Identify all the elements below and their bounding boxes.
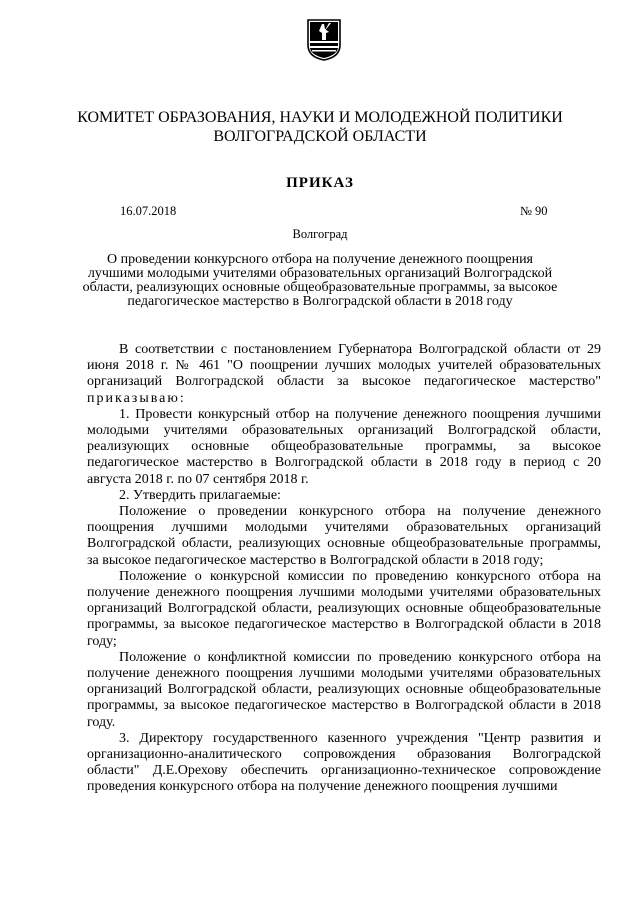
document-type: ПРИКАЗ — [286, 175, 354, 191]
paragraph-regulation-2: Положение о конкурсной комиссии по проведению конкурсного отбора на получение денежного поощрения лучшими молодыми учителями образовательных организаций Волгоградской области, реализующих основные общеобразовательные программы, за высокое педагогическое мастерство в Волгоградской области в 2018 году; — [87, 568, 601, 649]
org-line-2: ВОЛГОГРАДСКОЙ ОБЛАСТИ — [213, 128, 427, 145]
paragraph-regulation-1: Положение о проведении конкурсного отбора на получение денежного поощрения лучшими молодыми учителями образовательных организаций Волгоградской области, реализующих основные общеобразовательные программы, за высокое педагогическое мастерство в Волгоградской области в 2018 году; — [87, 504, 601, 568]
paragraph-regulation-3: Положение о конфликтной комиссии по проведению конкурсного отбора на получение денежного поощрения лучшими молодыми учителями образовательных организаций Волгоградской области, реализующих основные общеобразовательные программы, за высокое педагогическое мастерство в Волгоградской области в 2018 году. — [87, 649, 601, 730]
document-body — [87, 342, 601, 796]
order-keyword: приказываю: — [87, 390, 186, 406]
paragraph-preamble — [87, 342, 601, 407]
subject-line-4: педагогическое мастерство в Волгоградской области в 2018 году — [127, 294, 513, 309]
document-date: 16.07.2018 — [120, 204, 177, 218]
organization-name — [60, 108, 580, 146]
paragraph-item-3: 3. Директору государственного казенного учреждения "Центр развития и организационно-аналитического сопровождения образования Волгоградской области" Д.Е.Орехову обеспечить организационно-техническое сопровождение проведения конкурсного отбора на получение денежного поощрения лучшими — [87, 730, 601, 795]
subject-line-3: области, реализующих основные общеобразовательные программы, за высокое — [82, 280, 558, 295]
paragraph-item-1: 1. Провести конкурсный отбор на получение денежного поощрения лучшими молодыми учителями образовательных организаций Волгоградской области, реализующих основные общеобразовательные программы, за высокое педагогическое мастерство в Волгоградской области в 2018 году в период с 20 августа 2018 г. по 07 сентября 2018 г. — [87, 406, 601, 487]
document-subject — [80, 253, 560, 309]
preamble-text: В соответствии с постановлением Губернатора Волгоградской области от 29 июня 2018 г. № 461 "О поощрении лучших молодых учителей образовательных организаций Волгоградской области за высокое педагогическое мастерство" — [87, 342, 601, 390]
volgograd-coat-of-arms-icon — [307, 19, 341, 61]
document-city: Волгоград — [292, 227, 348, 241]
subject-line-2: лучшими молодыми учителями образовательных организаций Волгоградской — [87, 266, 553, 281]
document-number: № 90 — [520, 204, 548, 218]
subject-line-1: О проведении конкурсного отбора на получение денежного поощрения — [107, 252, 533, 267]
paragraph-item-2: 2. Утвердить прилагаемые: — [119, 487, 281, 503]
org-line-1: КОМИТЕТ ОБРАЗОВАНИЯ, НАУКИ И МОЛОДЕЖНОЙ ПОЛИТИКИ — [77, 109, 563, 126]
